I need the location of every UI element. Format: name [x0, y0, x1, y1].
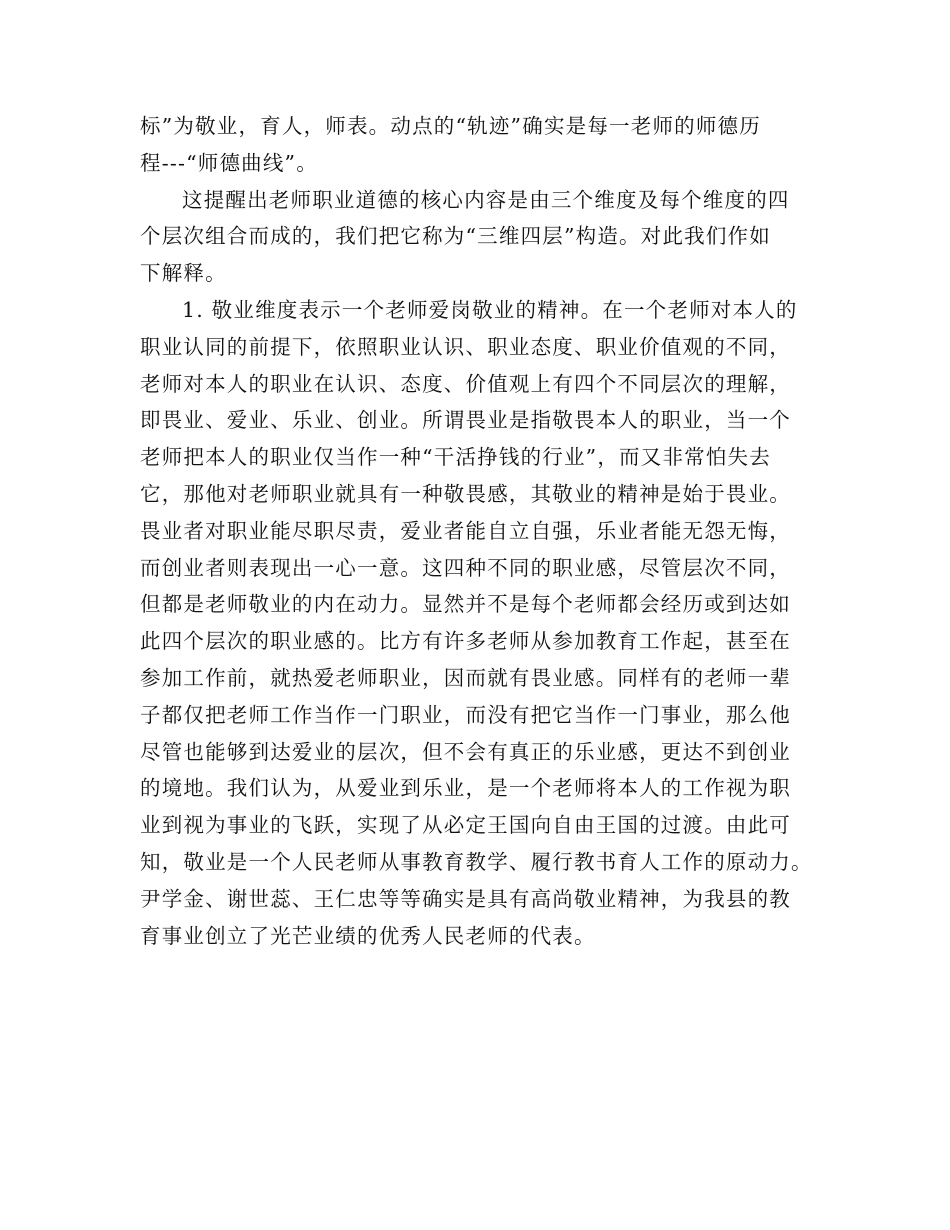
text-line: 下解释。: [140, 261, 227, 286]
text-line: 参加工作前，就热爱老师职业，因而就有畏业感。同样有的老师一辈: [140, 665, 791, 690]
text-line: 老师把本人的职业仅当作一种“干活挣钱的行业”，而又非常怕失去: [140, 445, 771, 470]
text-line: 职业认同的前提下，依照职业认识、职业态度、职业价值观的不同，: [140, 334, 791, 359]
text-line: 育事业创立了光芒业绩的优秀人民老师的代表。: [140, 923, 596, 948]
text-line: 程---“师德曲线”。: [140, 150, 318, 175]
text-line: 这提醒出老师职业道德的核心内容是由三个维度及每个维度的四: [182, 187, 790, 212]
text-line: 业到视为事业的飞跃，实现了从必定王国向自由王国的过渡。由此可: [140, 813, 791, 838]
text-line: 畏业者对职业能尽职尽责，爱业者能自立自强，乐业者能无怨无悔，: [140, 518, 791, 543]
text-line: 标”为敬业，育人，师表。动点的“轨迹”确实是每一老师的师德历: [140, 114, 761, 138]
text-line: 子都仅把老师工作当作一门职业，而没有把它当作一门事业，那么他: [140, 702, 791, 727]
text-line: 而创业者则表现出一心一意。这四种不同的职业感，尽管层次不同，: [140, 555, 791, 580]
text-line: 它，那他对老师职业就具有一种敬畏感，其敬业的精神是始于畏业。: [140, 481, 791, 506]
text-line: 个层次组合而成的，我们把它称为“三维四层”构造。对此我们作如: [140, 224, 771, 249]
text-line: 尽管也能够到达爱业的层次，但不会有真正的乐业感，更达不到创业: [140, 739, 791, 764]
text-line: 老师对本人的职业在认识、态度、价值观上有四个不同层次的理解，: [140, 371, 791, 396]
text-line: 的境地。我们认为，从爱业到乐业，是一个老师将本人的工作视为职: [140, 776, 791, 801]
text-line: 即畏业、爱业、乐业、创业。所谓畏业是指敬畏本人的职业，当一个: [140, 408, 791, 433]
text-line: 尹学金、谢世蕊、王仁忠等等确实是具有高尚敬业精神，为我县的教: [140, 886, 791, 911]
text-line: 但都是老师敬业的内在动力。显然并不是每个老师都会经历或到达如: [140, 592, 791, 617]
text-line: 知，敬业是一个人民老师从事教育教学、履行教书育人工作的原动力。: [140, 849, 813, 874]
text-line: 此四个层次的职业感的。比方有许多老师从参加教育工作起，甚至在: [140, 629, 791, 654]
document-body: [140, 108, 830, 954]
text-line: 1. 敬业维度表示一个老师爱岗敬业的精神。在一个老师对本人的: [182, 297, 798, 322]
